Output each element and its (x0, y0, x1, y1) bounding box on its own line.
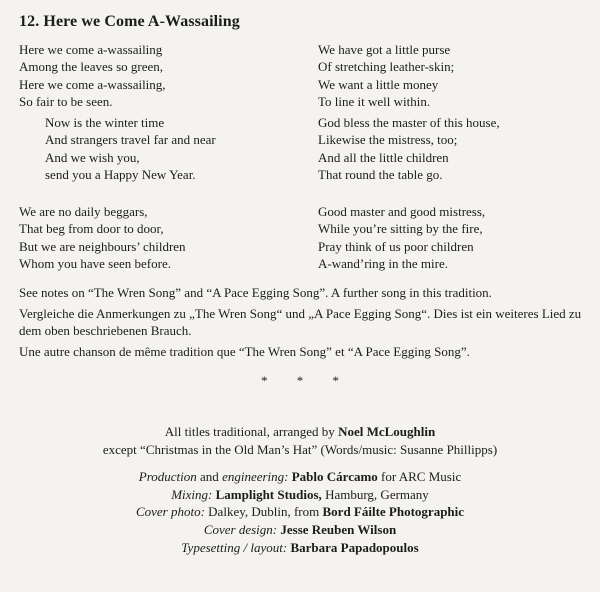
lyric-line: While you’re sitting by the fire, (318, 221, 483, 237)
credits-block (0, 423, 600, 556)
credit-cover-design (0, 521, 600, 539)
lyric-line: Among the leaves so green, (19, 59, 164, 75)
credit-text: All titles traditional, arranged by (164, 424, 339, 439)
lyric-line: Likewise the mistress, too; (318, 132, 458, 148)
lyric-line: Whom you have seen before. (19, 256, 171, 272)
credit-text: for ARC Music (377, 469, 462, 485)
section-separator: * * * (261, 373, 339, 388)
credit-production (0, 468, 600, 486)
note-german: Vergleiche die Anmerkungen zu „The Wren Song“ und „A Pace Egging Song“. Dies ist ein weiteres Lied zu dem oben beschriebenen Brauch. (19, 306, 582, 338)
credit-mixing (0, 486, 600, 504)
credit-name: Lamplight Studios, (215, 486, 322, 502)
lyric-line: That beg from door to door, (19, 221, 164, 237)
credit-text: and (196, 469, 223, 485)
lyric-line: We are no daily beggars, (19, 204, 148, 219)
lyric-line: We have got a little purse (318, 42, 451, 57)
lyric-line: We want a little money (318, 76, 439, 92)
credit-name: Bord Fáilte Photographic (322, 504, 465, 520)
credit-except: except “Christmas in the Old Man’s Hat” (Words/music: Susanne Phillipps) (102, 441, 498, 457)
credit-name: Barbara Papadopoulos (290, 539, 419, 555)
lyric-line: Pray think of us poor children (318, 238, 474, 254)
credit-text: Hamburg, Germany (321, 486, 429, 502)
right-stanza-3 (318, 203, 485, 273)
lyric-line: Now is the winter time (45, 115, 165, 130)
lyric-line: And strangers travel far and near (45, 132, 216, 148)
credit-name: Pablo Cárcamo (291, 469, 378, 485)
notes-block (19, 284, 589, 360)
lyric-line: So fair to be seen. (19, 94, 113, 110)
lyric-line: Here we come a-wassailing, (19, 76, 166, 92)
credit-cover-photo (0, 503, 600, 521)
lyric-line: A-wand’ring in the mire. (318, 256, 448, 272)
lyric-line: Good master and good mistress, (318, 204, 486, 219)
left-stanza-2 (45, 114, 216, 184)
note-french: Une autre chanson de même tradition que “The Wren Song” et “A Pace Egging Song”. (19, 344, 470, 359)
lyric-line: And all the little children (318, 149, 449, 165)
credit-label: Production (138, 469, 197, 485)
right-stanza-1 (318, 41, 454, 111)
lyric-line: send you a Happy New Year. (45, 167, 196, 183)
credit-name: Jesse Reuben Wilson (280, 521, 397, 537)
lyric-line: To line it well within. (318, 94, 431, 110)
credit-label: Cover design: (203, 521, 278, 537)
lyric-line: But we are neighbours’ children (19, 238, 186, 254)
note-english: See notes on “The Wren Song” and “A Pace Egging Song”. A further song in this tradition. (19, 285, 492, 300)
lyric-line: And we wish you, (45, 149, 140, 165)
song-title: 12. Here we Come A-Wassailing (19, 13, 240, 30)
right-stanza-2 (318, 114, 500, 184)
credit-label: Mixing: (171, 486, 213, 502)
lyric-line: Here we come a-wassailing (19, 42, 163, 57)
credit-name: Noel McLoughlin (338, 424, 436, 439)
left-stanza-3 (19, 203, 186, 273)
credit-arranged (0, 423, 600, 441)
lyric-line: That round the table go. (318, 167, 443, 183)
credit-typesetting (0, 539, 600, 557)
credit-text: Dalkey, Dublin, from (204, 504, 323, 520)
lyric-line: God bless the master of this house, (318, 115, 500, 130)
left-stanza-1 (19, 41, 166, 111)
credit-label: engineering: (222, 469, 289, 485)
credit-label: Typesetting / layout: (181, 539, 288, 555)
credit-label: Cover photo: (135, 504, 205, 520)
lyric-line: Of stretching leather-skin; (318, 59, 455, 75)
